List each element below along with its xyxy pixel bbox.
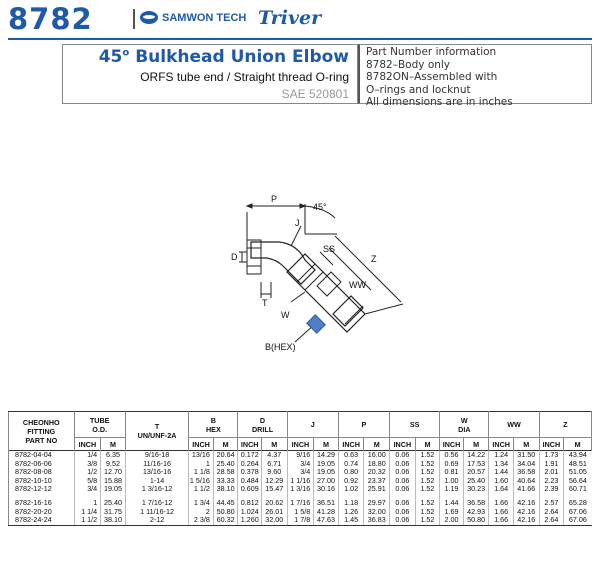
- cell-z-m: 43.94: [564, 451, 592, 460]
- cell-p-in: 0.80: [338, 468, 364, 477]
- z-dimension-line: [335, 236, 401, 302]
- cell-w-in: 0.81: [440, 468, 464, 477]
- cell-tube-in: 3/4: [74, 485, 101, 494]
- cell-d-in: 0.812: [238, 499, 262, 508]
- cell-j-m: 19.05: [314, 460, 339, 469]
- cell-d-in: 0.264: [238, 460, 262, 469]
- header-part-line-3: PART NO: [25, 435, 58, 445]
- cell-ww-m: 36.58: [513, 468, 539, 477]
- cell-w-in: 1.00: [440, 477, 464, 486]
- cell-z-in: 2.64: [539, 508, 564, 517]
- cell-p-in: 1.26: [338, 508, 364, 517]
- cell-j-m: 19.05: [314, 468, 339, 477]
- cell-part: 8782-24-24: [9, 516, 75, 525]
- header-d-drill: [238, 412, 287, 438]
- cell-d-in: 0.172: [238, 451, 262, 460]
- label-angle-degree: °: [323, 202, 327, 212]
- cell-b-in: 1 1/2: [189, 485, 214, 494]
- cell-ss-m: 1.52: [415, 477, 440, 486]
- cell-ww-m: 42.16: [513, 499, 539, 508]
- locknut: [317, 272, 341, 296]
- cell-j-in: 3/4: [287, 460, 314, 469]
- cell-j-in: 1 7/16: [287, 499, 314, 508]
- unit-inch: INCH: [338, 438, 364, 451]
- cell-d-in: 0.609: [238, 485, 262, 494]
- cell-d-in: 1.260: [238, 516, 262, 525]
- unit-m: M: [314, 438, 339, 451]
- cell-ss-in: 0.06: [390, 451, 416, 460]
- header-tube-line-1: TUBE: [89, 415, 110, 425]
- title-degree: o: [122, 47, 130, 59]
- cell-part: 8782-16-16: [9, 499, 75, 508]
- cell-tube-m: 31.75: [101, 508, 126, 517]
- header-b-line-2: HEX: [205, 424, 221, 434]
- cell-w-in: 0.69: [440, 460, 464, 469]
- cell-d-m: 9.60: [261, 468, 287, 477]
- dimension-table: [8, 411, 592, 526]
- cell-b-in: 1 1/8: [189, 468, 214, 477]
- cell-ww-in: 1.34: [489, 460, 514, 469]
- table-row: [9, 460, 592, 469]
- cell-part: 8782-20-20: [9, 508, 75, 517]
- cell-w-m: 25.40: [463, 477, 489, 486]
- cell-p-m: 29.97: [364, 499, 390, 508]
- cell-b-in: 13/16: [189, 451, 214, 460]
- cell-z-m: 60.71: [564, 485, 592, 494]
- unit-m: M: [261, 438, 287, 451]
- label-angle-value: 45: [313, 202, 324, 212]
- cell-ss-in: 0.06: [390, 485, 416, 494]
- cell-p-in: 1.18: [338, 499, 364, 508]
- w-leader: [291, 292, 305, 302]
- product-title: [99, 47, 349, 67]
- cell-d-m: 15.47: [261, 485, 287, 494]
- unit-inch: INCH: [238, 438, 262, 451]
- cell-t: 9/16-18: [125, 451, 189, 460]
- cell-j-in: 3/4: [287, 468, 314, 477]
- cell-d-in: 1.024: [238, 508, 262, 517]
- header-b-line-1: B: [210, 415, 216, 425]
- cell-ww-in: 1.66: [489, 499, 514, 508]
- cell-b-m: 20.64: [213, 451, 238, 460]
- cell-p-m: 16.00: [364, 451, 390, 460]
- header-tube-line-2: O.D.: [92, 424, 108, 434]
- cell-t: 1 3/16-12: [125, 485, 189, 494]
- cell-ww-m: 40.64: [513, 477, 539, 486]
- info-line: All dimensions are in inches: [366, 96, 513, 108]
- cell-p-m: 18.80: [364, 460, 390, 469]
- cell-p-in: 1.02: [338, 485, 364, 494]
- label-w: W: [281, 310, 290, 320]
- table-row: [9, 451, 592, 460]
- table-row: [9, 499, 592, 508]
- bulkhead-hex-highlight: [307, 315, 325, 333]
- cell-tube-m: 38.10: [101, 516, 126, 525]
- table-body: [9, 451, 592, 526]
- product-subtitle: ORFS tube end / Straight thread O-ring: [140, 70, 349, 84]
- cell-b-in: 1: [189, 460, 214, 469]
- unit-m: M: [415, 438, 440, 451]
- cell-d-m: 4.37: [261, 451, 287, 460]
- cell-b-m: 25.40: [213, 460, 238, 469]
- cell-j-m: 27.00: [314, 477, 339, 486]
- cell-part: 8782-06-06: [9, 460, 75, 469]
- header-part-line-2: FITTING: [27, 426, 56, 436]
- header-t: [125, 412, 189, 451]
- cell-p-m: 32.00: [364, 508, 390, 517]
- cell-ww-in: 1.24: [489, 451, 514, 460]
- cell-ss-m: 1.52: [415, 485, 440, 494]
- cell-tube-m: 19.05: [101, 485, 126, 494]
- cell-p-in: 0.63: [338, 451, 364, 460]
- cell-j-m: 41.28: [314, 508, 339, 517]
- cell-tube-in: 3/8: [74, 460, 101, 469]
- unit-m: M: [564, 438, 592, 451]
- table-row: [9, 477, 592, 486]
- header-ss: SS: [390, 412, 440, 438]
- bulkhead-body: [287, 254, 365, 332]
- cell-z-in: 2.64: [539, 516, 564, 525]
- unit-inch: INCH: [189, 438, 214, 451]
- cell-t: 13/16-16: [125, 468, 189, 477]
- cell-ww-in: 1.66: [489, 516, 514, 525]
- table-row: [9, 485, 592, 494]
- cell-ss-in: 0.06: [390, 516, 416, 525]
- header-part-no: [9, 412, 75, 451]
- cell-j-in: 1 7/8: [287, 516, 314, 525]
- cell-tube-m: 12.70: [101, 468, 126, 477]
- header-divider: [133, 9, 135, 29]
- cell-ss-in: 0.06: [390, 477, 416, 486]
- cell-tube-in: 1 1/2: [74, 516, 101, 525]
- cell-z-m: 67.06: [564, 516, 592, 525]
- header-part-line-1: CHEONHO: [22, 417, 60, 427]
- unit-inch: INCH: [74, 438, 101, 451]
- header-j: J: [287, 412, 338, 438]
- unit-inch: INCH: [390, 438, 416, 451]
- cell-b-m: 44.45: [213, 499, 238, 508]
- cell-ww-in: 1.44: [489, 468, 514, 477]
- cell-b-in: 1 3/4: [189, 499, 214, 508]
- header-z: Z: [539, 412, 591, 438]
- cell-j-m: 30.16: [314, 485, 339, 494]
- header-tube-od: [74, 412, 125, 438]
- unit-inch: INCH: [489, 438, 514, 451]
- j-leader: [291, 226, 301, 246]
- header: [0, 0, 600, 40]
- label-t: T: [262, 298, 268, 308]
- header-b-hex: [189, 412, 238, 438]
- title-name: Bulkhead Union Elbow: [135, 47, 349, 67]
- header-w-line-2: DIA: [458, 424, 471, 434]
- dimension-table-wrap: [8, 411, 592, 526]
- cell-ss-in: 0.06: [390, 460, 416, 469]
- unit-m: M: [101, 438, 126, 451]
- cell-tube-in: 1/4: [74, 451, 101, 460]
- cell-w-m: 14.22: [463, 451, 489, 460]
- unit-m: M: [463, 438, 489, 451]
- cell-part: 8782-04-04: [9, 451, 75, 460]
- cell-b-in: 2: [189, 508, 214, 517]
- cell-tube-in: 1/2: [74, 468, 101, 477]
- cell-ss-in: 0.06: [390, 468, 416, 477]
- cell-p-in: 0.92: [338, 477, 364, 486]
- label-ss: SS: [323, 244, 336, 254]
- cell-z-m: 67.06: [564, 508, 592, 517]
- triver-logo: Triver: [258, 7, 322, 29]
- cell-w-m: 50.80: [463, 516, 489, 525]
- samwon-tech-logo: [140, 11, 246, 24]
- label-b-hex: B(HEX): [265, 342, 296, 352]
- cell-ss-m: 1.52: [415, 516, 440, 525]
- table-row: [9, 508, 592, 517]
- cell-d-m: 26.01: [261, 508, 287, 517]
- cell-j-in: 1 3/16: [287, 485, 314, 494]
- title-box: [62, 44, 358, 104]
- table-row: [9, 468, 592, 477]
- samwon-logo-icon: [140, 11, 158, 24]
- z-extension-2: [365, 304, 403, 314]
- cell-d-in: 0.378: [238, 468, 262, 477]
- cell-t: 1-14: [125, 477, 189, 486]
- cell-j-m: 36.51: [314, 499, 339, 508]
- cell-tube-in: 5/8: [74, 477, 101, 486]
- header-p: P: [338, 412, 389, 438]
- cell-w-in: 1.19: [440, 485, 464, 494]
- series-number: 8782: [8, 2, 93, 36]
- unit-m: M: [213, 438, 238, 451]
- cell-b-in: 1 5/16: [189, 477, 214, 486]
- header-d-line-1: D: [259, 415, 266, 425]
- cell-ww-m: 42.16: [513, 516, 539, 525]
- unit-m: M: [364, 438, 390, 451]
- cell-p-m: 20.32: [364, 468, 390, 477]
- cell-b-m: 60.32: [213, 516, 238, 525]
- cell-b-m: 28.58: [213, 468, 238, 477]
- cell-b-m: 38.10: [213, 485, 238, 494]
- title-angle: 45: [98, 47, 123, 67]
- label-ww: WW: [349, 280, 366, 290]
- cell-t: 2-12: [125, 516, 189, 525]
- header-w-line-1: W: [460, 415, 468, 425]
- header-t-line-1: T: [154, 422, 160, 431]
- cell-z-in: 2.23: [539, 477, 564, 486]
- cell-t: 1 11/16-12: [125, 508, 189, 517]
- cell-ss-in: 0.06: [390, 499, 416, 508]
- cell-w-in: 2.00: [440, 516, 464, 525]
- thread-line: [345, 306, 363, 324]
- tube-end-nut: [247, 240, 261, 274]
- cell-w-in: 1.44: [440, 499, 464, 508]
- cell-p-m: 25.91: [364, 485, 390, 494]
- cell-b-m: 50.80: [213, 508, 238, 517]
- cell-d-m: 32.00: [261, 516, 287, 525]
- label-p: P: [271, 194, 278, 204]
- cell-j-m: 47.63: [314, 516, 339, 525]
- cell-d-m: 12.29: [261, 477, 287, 486]
- cell-p-m: 23.37: [364, 477, 390, 486]
- cell-ww-m: 34.04: [513, 460, 539, 469]
- cell-d-m: 20.62: [261, 499, 287, 508]
- cell-tube-m: 9.52: [101, 460, 126, 469]
- cell-z-in: 1.91: [539, 460, 564, 469]
- cell-w-in: 1.69: [440, 508, 464, 517]
- table-row: [9, 516, 592, 525]
- fitting-drawing: [225, 190, 425, 360]
- samwon-logo-text: SAMWON TECH: [162, 11, 247, 24]
- header-ww: WW: [489, 412, 539, 438]
- cell-ss-in: 0.06: [390, 508, 416, 517]
- cell-j-in: 1 1/16: [287, 477, 314, 486]
- cell-part: 8782-12-12: [9, 485, 75, 494]
- cell-d-m: 6.71: [261, 460, 287, 469]
- cell-p-in: 1.45: [338, 516, 364, 525]
- cell-ww-m: 31.50: [513, 451, 539, 460]
- header-w-dia: [440, 412, 489, 438]
- cell-w-m: 36.58: [463, 499, 489, 508]
- cell-z-in: 2.01: [539, 468, 564, 477]
- header-t-line-2: UN/UNF-2A: [137, 431, 177, 440]
- cell-ss-m: 1.52: [415, 508, 440, 517]
- cell-ss-m: 1.52: [415, 460, 440, 469]
- cell-j-in: 9/16: [287, 451, 314, 460]
- cell-b-m: 33.33: [213, 477, 238, 486]
- cell-ss-m: 1.52: [415, 451, 440, 460]
- cell-ww-m: 41.66: [513, 485, 539, 494]
- info-line: 8782ON–Assembled with: [366, 71, 498, 83]
- header-d-line-2: DRILL: [251, 424, 274, 434]
- cell-part: 8782-10-10: [9, 477, 75, 486]
- part-number-info: [358, 44, 592, 108]
- cell-j-in: 1 5/8: [287, 508, 314, 517]
- unit-inch: INCH: [440, 438, 464, 451]
- cell-part: 8782-08-08: [9, 468, 75, 477]
- cell-tube-in: 1 1/4: [74, 508, 101, 517]
- cell-b-in: 2 3/8: [189, 516, 214, 525]
- cell-w-m: 42.93: [463, 508, 489, 517]
- cell-ss-m: 1.52: [415, 499, 440, 508]
- unit-inch: INCH: [539, 438, 564, 451]
- label-angle: [313, 202, 327, 212]
- info-line: Part Number information: [366, 46, 497, 58]
- cell-t: 11/16-16: [125, 460, 189, 469]
- cell-tube-m: 6.35: [101, 451, 126, 460]
- info-line: 8782–Body only: [366, 58, 451, 71]
- cell-ww-in: 1.64: [489, 485, 514, 494]
- cell-p-m: 36.83: [364, 516, 390, 525]
- cell-w-m: 30.23: [463, 485, 489, 494]
- cell-z-in: 2.39: [539, 485, 564, 494]
- cell-w-m: 17.53: [463, 460, 489, 469]
- cell-z-m: 56.64: [564, 477, 592, 486]
- cell-z-m: 65.28: [564, 499, 592, 508]
- cell-tube-m: 15.88: [101, 477, 126, 486]
- unit-inch: INCH: [287, 438, 314, 451]
- cell-p-in: 0.74: [338, 460, 364, 469]
- cell-j-m: 14.29: [314, 451, 339, 460]
- unit-m: M: [513, 438, 539, 451]
- cell-z-m: 48.51: [564, 460, 592, 469]
- header-rule: [8, 38, 592, 40]
- thread-line: [305, 272, 323, 290]
- cell-tube-m: 25.40: [101, 499, 126, 508]
- label-d: D: [231, 252, 238, 262]
- cell-t: 1 7/16-12: [125, 499, 189, 508]
- cell-ww-in: 1.60: [489, 477, 514, 486]
- cell-z-in: 2.57: [539, 499, 564, 508]
- cell-w-m: 20.57: [463, 468, 489, 477]
- info-line: O–rings and locknut: [366, 83, 471, 96]
- label-z: Z: [371, 254, 377, 264]
- cell-d-in: 0.484: [238, 477, 262, 486]
- cell-ww-in: 1.66: [489, 508, 514, 517]
- cell-z-m: 51.05: [564, 468, 592, 477]
- label-j: J: [295, 218, 300, 228]
- cell-tube-in: 1: [74, 499, 101, 508]
- cell-w-in: 0.56: [440, 451, 464, 460]
- cell-ss-m: 1.52: [415, 468, 440, 477]
- cell-z-in: 1.73: [539, 451, 564, 460]
- cell-ww-m: 42.16: [513, 508, 539, 517]
- sae-standard: SAE 520801: [281, 87, 349, 101]
